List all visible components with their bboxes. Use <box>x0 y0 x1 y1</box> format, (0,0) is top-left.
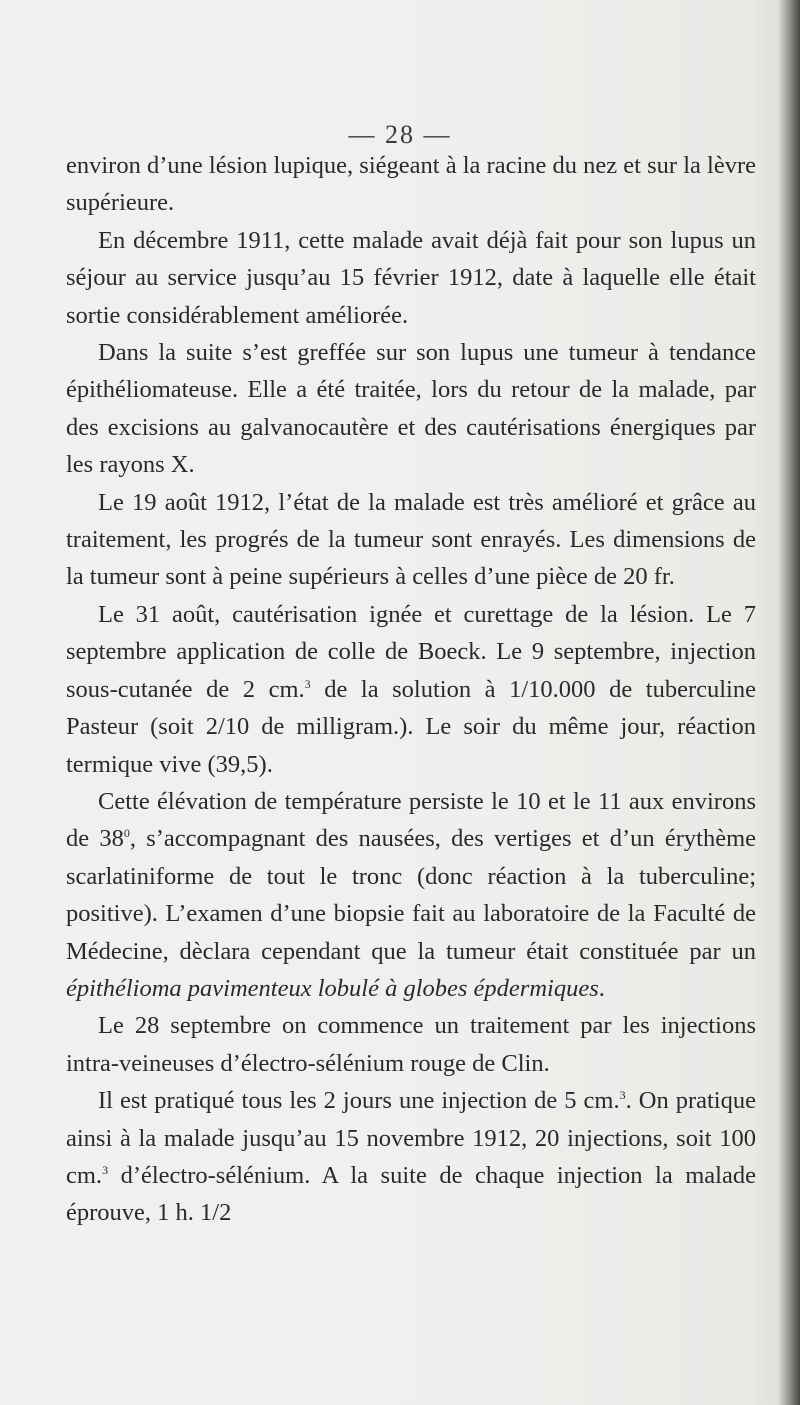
paragraph-7: Le 28 septembre on commence un traitement par les injections intra-veineuses d’électro-sélénium rouge de Clin. <box>66 1012 756 1077</box>
paragraph-6-part-b: , s’accompagnant des nausées, des vertiges et d’un érythème scarlatiniforme de tout le tronc (donc réaction à la tuberculine; positive). L’examen d’une biopsie fait au laboratoire de la Faculté de Médecine, dèclara cependant que la tumeur était constituée par un <box>66 825 757 965</box>
paragraph-5-part-a: Le 31 août, cautérisation ignée et curettage de la lésion. Le 7 septembre application de colle de Boeck. Le 9 septembre, injection sous-cutanée de 2 cm. <box>66 600 756 703</box>
superscript: 3 <box>619 1088 626 1102</box>
diagnosis-italic: épithélioma pavimenteux lobulé à globes épdermiques <box>66 974 599 1002</box>
paragraph-8-part-b: . On pratique ainsi à la malade jusqu’au 15 novembre 1912, 20 injections, soit 100 cm. <box>66 1087 756 1189</box>
paragraph-6-part-c: . <box>598 974 605 1002</box>
paragraph-2: En décembre 1911, cette malade avait déjà fait pour son lupus un séjour au service jusqu’au 15 février 1912, date à laquelle elle était sortie considérablement améliorée. <box>66 226 756 329</box>
superscript: 3 <box>304 676 311 691</box>
paragraph-8-part-c: d’électro-sélénium. A la suite de chaque injection la malade éprouve, 1 h. 1/2 <box>66 1161 756 1227</box>
page-edge-shadow <box>778 0 800 1405</box>
paragraph-5 <box>66 596 756 783</box>
paragraph-6 <box>66 783 756 1007</box>
body-text <box>66 147 756 1232</box>
page-number: — 28 — <box>348 120 452 149</box>
paragraph-5-part-b: de la solution à 1/10.000 de tuberculine Pasteur (soit 2/10 de milligram.). Le soir du même jour, réaction termique vive (39,5). <box>66 675 756 778</box>
paragraph-6-part-a: Cette élévation de température persiste le 10 et le 11 aux environs de 38 <box>66 787 756 853</box>
paragraph-8-part-a: Il est pratiqué tous les 2 jours une injection de 5 cm. <box>98 1087 620 1115</box>
paragraph-8 <box>66 1082 756 1232</box>
superscript: 3 <box>102 1162 109 1177</box>
superscript: 0 <box>123 826 130 841</box>
paragraph-1: environ d’une lésion lupique, siégeant à la racine du nez et sur la lèvre supérieure. <box>66 152 756 217</box>
paragraph-3: Dans la suite s’est greffée sur son lupus une tumeur à tendance épithéliomateuse. Elle a été traitée, lors du retour de la malade, par des excisions au galvanocautère et des cautérisations énergiques par les rayons X. <box>66 339 756 479</box>
paragraph-4: Le 19 août 1912, l’état de la malade est très amélioré et grâce au traitement, les progrés de la tumeur sont enrayés. Les dimensions de la tumeur sont à peine supérieurs à celles d’une pièce de 20 fr. <box>66 488 756 591</box>
